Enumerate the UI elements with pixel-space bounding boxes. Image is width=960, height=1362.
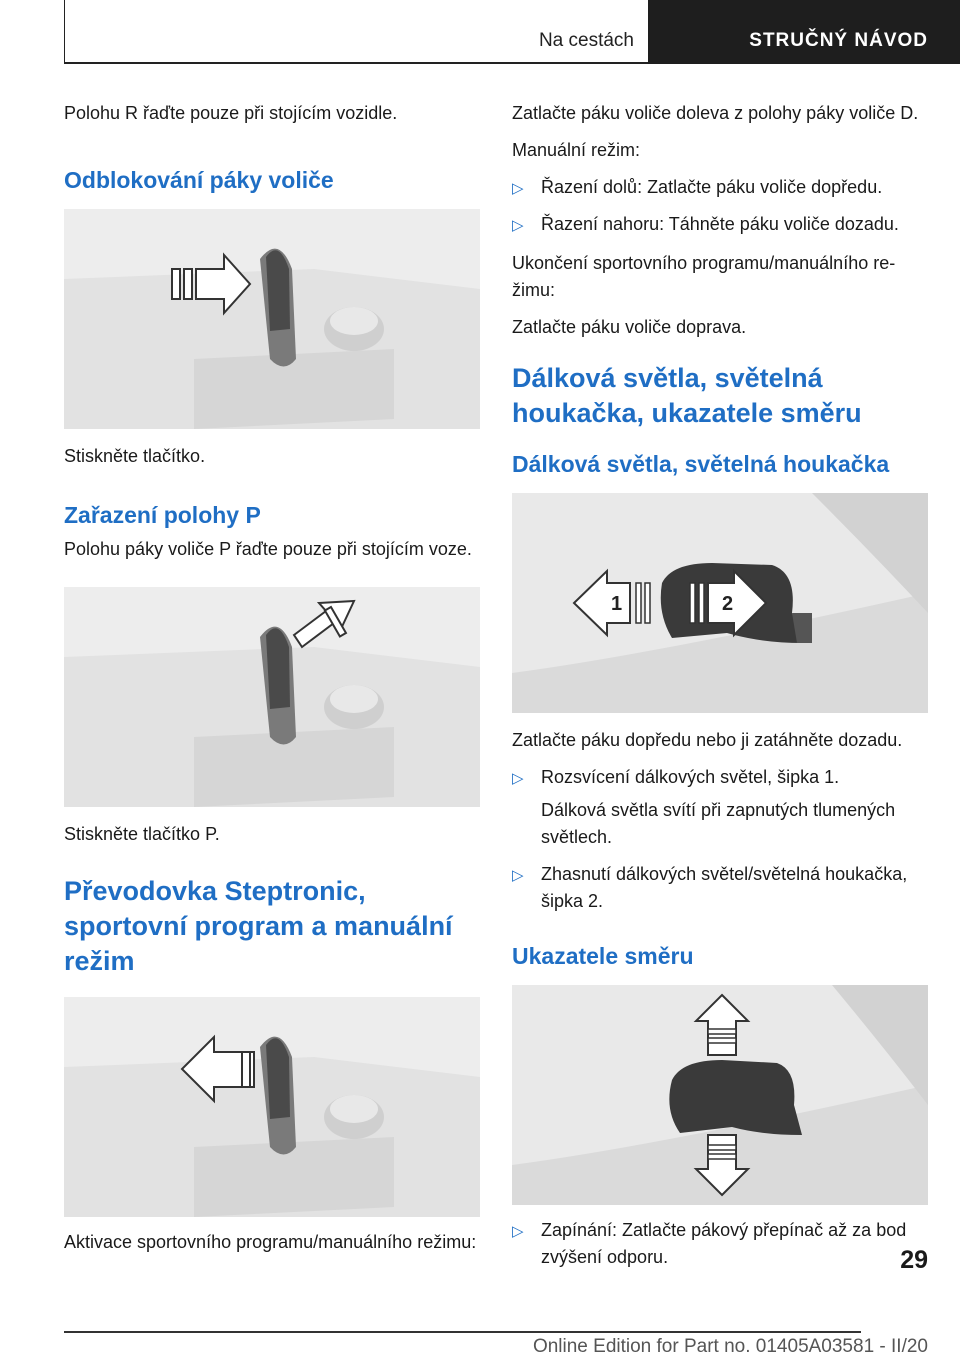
footer-divider — [64, 1331, 861, 1333]
figure-selector-unlock — [64, 209, 480, 429]
caption-unlock: Stiskněte tlačítko. — [64, 446, 206, 466]
bullet-triangle-icon: ▷ — [512, 770, 524, 787]
list-item-text: Rozsvícení dálkových světel, šipka 1. — [541, 767, 840, 787]
heading-steptronic: Převodovka Steptronic, sportovní program a manuální režim — [64, 876, 453, 976]
manual-mode-list — [512, 174, 932, 238]
bullet-triangle-icon: ▷ — [512, 1223, 524, 1240]
heading-lights: Dálková světla, světelná houkačka, ukazatele směru — [512, 363, 862, 428]
caption-sport: Aktivace sportovního programu/manuálního režimu: — [64, 1232, 477, 1252]
flasher-list — [512, 861, 932, 915]
list-item-text: Zapínání: Zatlačte pákový přepínač až za bod zvýšení odporu. — [541, 1220, 907, 1267]
figure-turn-signal-lever — [512, 985, 928, 1205]
list-item-text: Zhasnutí dálkových světel/světelná houkačka, šipka 2. — [541, 864, 908, 911]
arrow-label-2: 2 — [722, 593, 734, 615]
list-item-text: Řazení dolů: Zatlačte páku voliče dopředu. — [541, 177, 883, 197]
list-item — [512, 861, 932, 915]
right-p4: Zatlačte páku voliče doprava. — [512, 317, 747, 337]
header-chapter — [648, 0, 960, 64]
park-text: Polohu páky voliče P řaďte pouze při stojícím voze. — [64, 539, 472, 559]
list-item — [512, 1217, 932, 1271]
list-item — [512, 211, 932, 238]
list-item — [512, 764, 932, 791]
chapter-title: STRUČNÝ NÁVOD — [749, 30, 928, 51]
caption-park: Stiskněte tlačítko P. — [64, 824, 220, 844]
high-beam-list — [512, 764, 932, 791]
figure-high-beam-lever — [512, 493, 928, 713]
right-p5: Zatlačte páku dopředu nebo ji zatáhněte dozadu. — [512, 730, 903, 750]
section-title: Na cestách — [538, 30, 634, 51]
figure-selector-sport — [64, 997, 480, 1217]
right-p1: Zatlačte páku voliče doleva z polohy páky voliče D. — [512, 103, 919, 123]
header-section — [64, 0, 648, 64]
intro-text: Polohu R řaďte pouze při stojícím vozidle. — [64, 103, 398, 123]
footer-edition: Online Edition for Part no. 01405A03581 - II/20 — [532, 1336, 928, 1357]
list-item-sub-text: Dálková světla svítí při zapnutých tlumených světlech. — [541, 800, 896, 847]
right-column — [512, 100, 932, 1283]
arrow-label-1: 1 — [611, 593, 623, 615]
bullet-triangle-icon: ▷ — [512, 217, 524, 234]
left-column — [64, 100, 484, 1266]
heading-high-beam: Dálková světla, světelná houkačka — [512, 451, 890, 477]
figure-selector-park — [64, 587, 480, 807]
heading-park: Zařazení polohy P — [64, 502, 261, 528]
list-item-text: Řazení nahoru: Táhněte páku voliče dozadu. — [541, 214, 899, 234]
list-item — [512, 174, 932, 201]
bullet-triangle-icon: ▷ — [512, 180, 524, 197]
turn-signal-list — [512, 1217, 932, 1271]
heading-unlock: Odblokování páky voliče — [64, 167, 334, 193]
right-p2: Manuální režim: — [512, 140, 641, 160]
bullet-triangle-icon: ▷ — [512, 867, 524, 884]
heading-turn-signals: Ukazatele směru — [512, 943, 694, 969]
right-p3: Ukončení sportovního programu/manuálního režimu: — [512, 253, 896, 300]
page-number: 29 — [900, 1246, 928, 1274]
